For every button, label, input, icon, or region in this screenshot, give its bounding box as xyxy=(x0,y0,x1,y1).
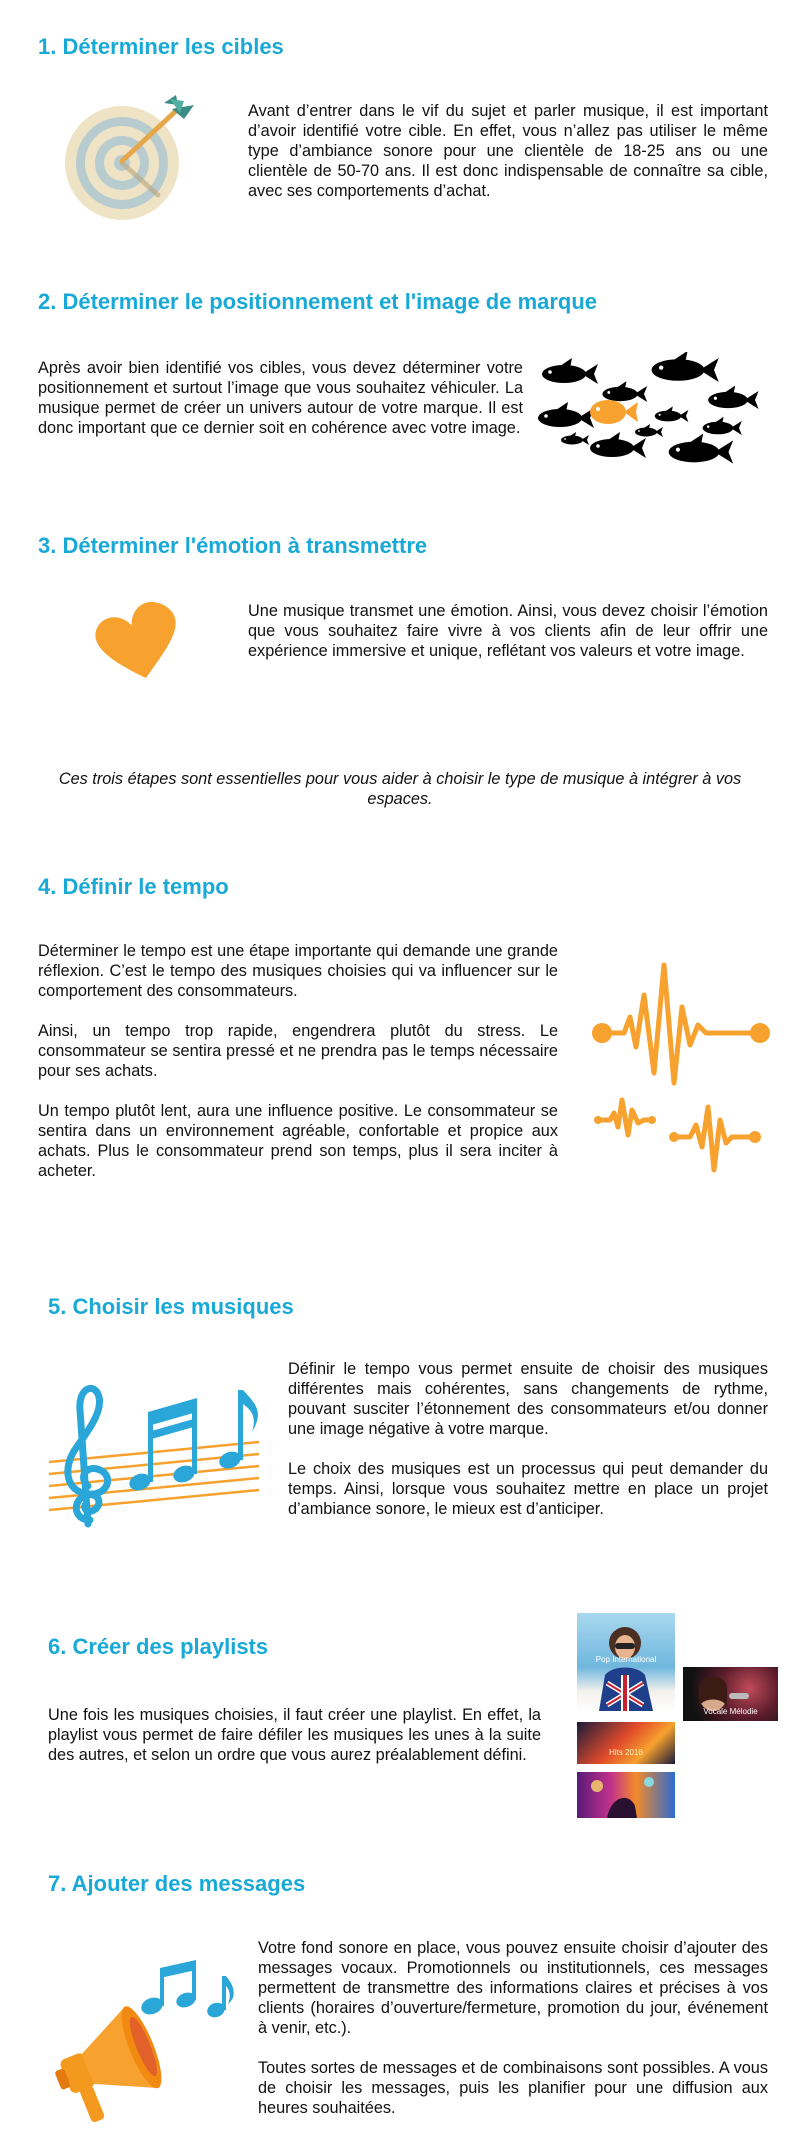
playlist-cover-hits xyxy=(577,1722,675,1764)
paragraph: Un tempo plutôt lent, aura une influence positive. Le consommateur se sentira dans un environnement agréable, confortable et propice aux achats. Plus le consommateur prend son temps, plus il sera inciter à acheter. xyxy=(38,1102,558,1180)
section-text-positioning xyxy=(38,358,523,438)
section-title-messages: 7. Ajouter des messages xyxy=(48,1871,306,1896)
paragraph: Une fois les musiques choisies, il faut créer une playlist. En effet, la playlist vous permet de faire défiler les musiques les unes à la suite des autres, et selon un ordre que vous aurez préalablement défini. xyxy=(48,1706,541,1764)
paragraph: Déterminer le tempo est une étape importante qui demande une grande réflexion. C’est le tempo des musiques choisies qui va influencer sur le comportement des consommateurs. xyxy=(38,942,558,1000)
section-title-tempo: 4. Définir le tempo xyxy=(38,874,229,899)
section-title-targets: 1. Déterminer les cibles xyxy=(38,34,284,59)
section-title-positioning: 2. Déterminer le positionnement et l'image de marque xyxy=(38,289,598,314)
paragraph: Après avoir bien identifié vos cibles, vous devez déterminer votre positionnement et surtout l’image que vous souhaitez véhiculer. La musique permet de créer un univers autour de votre marque. Il est donc important que ce dernier soit en cohérence avec votre image. xyxy=(38,359,523,437)
section-text-targets xyxy=(248,101,768,201)
summary-note: Ces trois étapes sont essentielles pour vous aider à choisir le type de musique à intégrer à vos espaces. xyxy=(58,770,742,808)
playlist-cover-vocal xyxy=(683,1667,778,1721)
section-text-playlists xyxy=(48,1705,541,1765)
paragraph: Toutes sortes de messages et de combinaisons sont possibles. A vous de choisir les messages, puis les planifier pour une diffusion aux heures souhaitées. xyxy=(258,2059,768,2117)
playlist-cover-caption: Hits 2016 xyxy=(609,1748,643,1757)
playlist-cover-caption: Vocale Mélodie xyxy=(703,1707,758,1716)
music-staff-icon xyxy=(44,1370,264,1530)
megaphone-icon xyxy=(40,1960,235,2125)
paragraph: Le choix des musiques est un processus qui peut demander du temps. Ainsi, lorsque vous souhaitez mettre en place un projet d’ambiance sonore, le mieux est d’anticiper. xyxy=(288,1460,768,1518)
paragraph: Votre fond sonore en place, vous pouvez ensuite choisir d’ajouter des messages vocaux. Promotionnels ou institutionnels, ces messages permettent de transmettre des informations claires et précises à vos clients (horaires d’ouverture/fermeture, promotion du jour, événement à venir, etc.). xyxy=(258,1939,768,2037)
section-title-playlists: 6. Créer des playlists xyxy=(48,1634,269,1659)
playlist-cover-caption: Pop International xyxy=(595,1655,657,1664)
paragraph: Une musique transmet une émotion. Ainsi, vous devez choisir l’émotion que vous souhaitez faire vivre à vos clients afin de leur offrir une expérience immersive et unique, reflétant vos valeurs et votre image. xyxy=(248,602,768,660)
section-title-emotion: 3. Déterminer l'émotion à transmettre xyxy=(38,533,428,558)
fish-school-icon xyxy=(538,352,773,470)
section-text-music xyxy=(288,1359,768,1519)
playlist-cover-party xyxy=(577,1772,675,1818)
playlist-cover-pop xyxy=(577,1613,675,1711)
section-text-messages xyxy=(258,1938,768,2118)
paragraph: Avant d’entrer dans le vif du sujet et parler musique, il est important d’avoir identifié votre cible. En effet, vous n’allez pas utiliser le même type d’ambiance sonore pour une clientèle de 18-25 ans ou une clientèle de 50-70 ans. Il est donc indispensable de connaître sa cible, avec ses comportements d’achat. xyxy=(248,102,768,200)
paragraph: Définir le tempo vous permet ensuite de choisir des musiques différentes mais cohérentes, sans changements de rythme, pouvant susciter l’étonnement des consommateurs et/ou donner une image négative à votre marque. xyxy=(288,1360,768,1438)
section-text-tempo xyxy=(38,941,558,1181)
section-title-music: 5. Choisir les musiques xyxy=(48,1294,294,1319)
target-icon xyxy=(60,95,195,220)
section-text-emotion xyxy=(248,601,768,661)
heart-icon xyxy=(92,600,177,680)
paragraph: Ainsi, un tempo trop rapide, engendrera plutôt du stress. Le consommateur se sentira pressé et ne prendra pas le temps nécessaire pour ses achats. xyxy=(38,1022,558,1080)
pulse-wave-icon xyxy=(590,955,775,1180)
